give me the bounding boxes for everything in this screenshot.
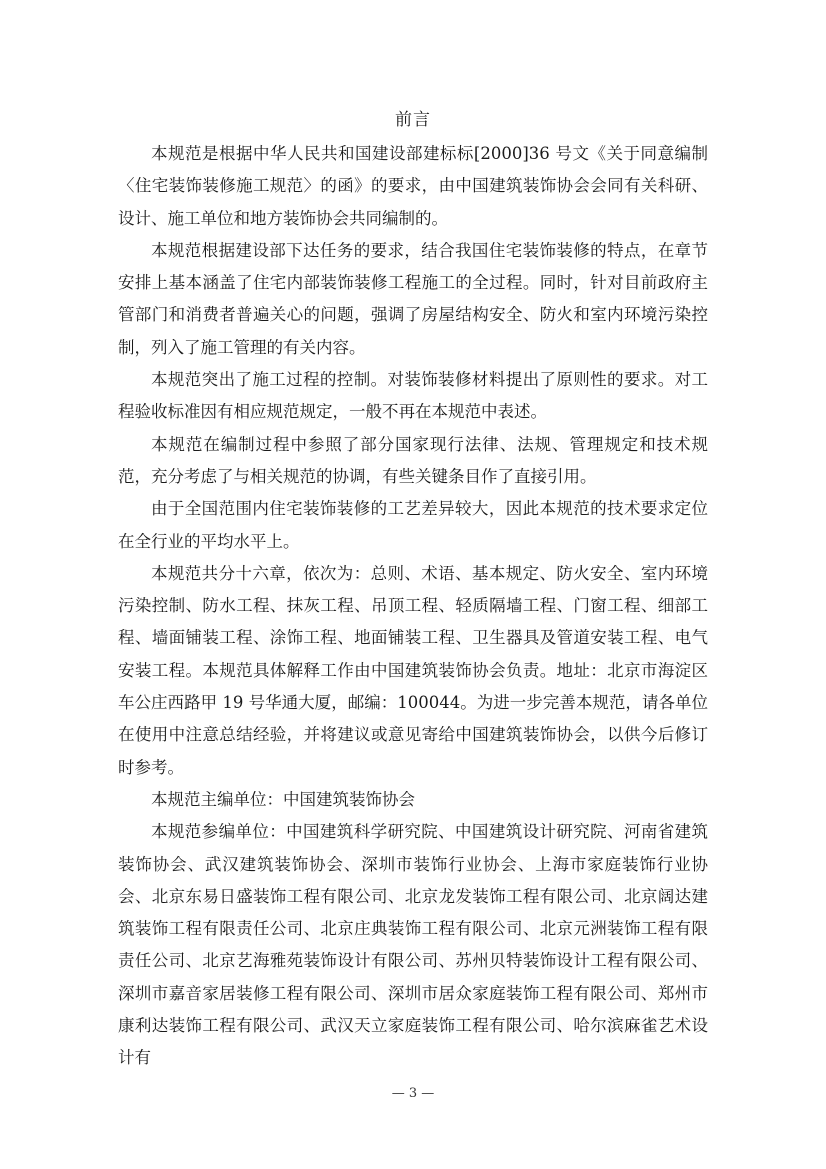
paragraph-technical-level: 由于全国范围内住宅装饰装修的工艺差异较大，因此本规范的技术要求定位在全行业的平均水平上。 (118, 499, 708, 551)
page-number: — 3 — (391, 1086, 435, 1101)
body-text (118, 138, 708, 1075)
paragraph-chief-editor: 本规范主编单位：中国建筑装饰协会 (151, 789, 415, 809)
paragraph-compilation-basis: 本规范是根据中华人民共和国建设部建标标[2000]36 号文《关于同意编制〈住宅装饰装修施工规范〉的函》的要求，由中国建筑装饰协会会同有关科研、设计、施工单位和地方装饰协会共同编制的。 (118, 144, 708, 228)
paragraph-process-control: 本规范突出了施工过程的控制。对装饰装修材料提出了原则性的要求。对工程验收标准因有相应规范规定，一般不再在本规范中表述。 (118, 370, 708, 422)
paragraph-scope: 本规范根据建设部下达任务的要求，结合我国住宅装饰装修的特点，在章节安排上基本涵盖了住宅内部装饰装修工程施工的全过程。同时，针对目前政府主管部门和消费者普遍关心的问题，强调了房屋结构安全、防火和室内环境污染控制，列入了施工管理的有关内容。 (118, 240, 708, 357)
paragraph-references: 本规范在编制过程中参照了部分国家现行法律、法规、管理规定和技术规范，充分考虑了与相关规范的协调，有些关键条目作了直接引用。 (118, 434, 708, 486)
paragraph-participants: 本规范参编单位：中国建筑科学研究院、中国建筑设计研究院、河南省建筑装饰协会、武汉建筑装饰协会、深圳市装饰行业协会、上海市家庭装饰行业协会、北京东易日盛装饰工程有限公司、北京龙发装饰工程有限公司、北京阔达建筑装饰工程有限责任公司、北京庄典装饰工程有限公司、北京元洲装饰工程有限责任公司、北京艺海雅苑装饰设计有限公司、苏州贝特装饰设计工程有限公司、深圳市嘉音家居装修工程有限公司、深圳市居众家庭装饰工程有限公司、郑州市康利达装饰工程有限公司、武汉天立家庭装饰工程有限公司、哈尔滨麻雀艺术设计有 (118, 822, 708, 1068)
paragraph-chapters: 本规范共分十六章，依次为：总则、术语、基本规定、防火安全、室内环境污染控制、防水工程、抹灰工程、吊顶工程、轻质隔墙工程、门窗工程、细部工程、墙面铺装工程、涂饰工程、地面铺装工程、卫生器具及管道安装工程、电气安装工程。本规范具体解释工作由中国建筑装饰协会负责。地址：北京市海淀区车公庄西路甲 19 号华通大厦，邮编：100044。为进一步完善本规范，请各单位在使用中注意总结经验，并将建议或意见寄给中国建筑装饰协会，以供今后修订时参考。 (118, 563, 708, 777)
page-title: 前言 (395, 110, 431, 130)
